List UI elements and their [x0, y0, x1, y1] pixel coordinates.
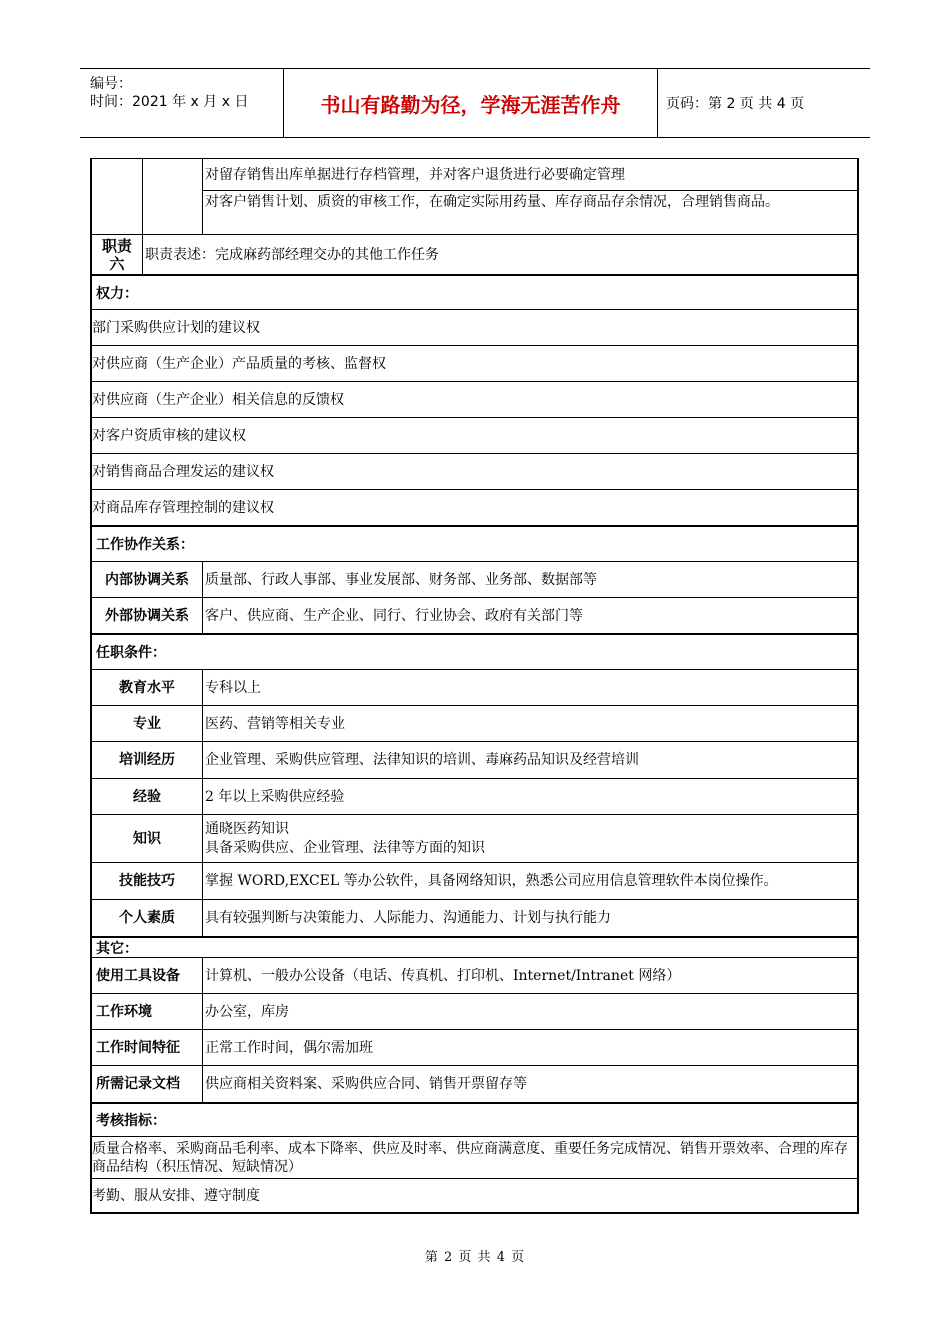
- powers-title-row: [92, 274, 857, 309]
- tools-label: 使用工具设备: [96, 967, 180, 984]
- knowledge-label: 知识: [133, 830, 161, 847]
- qualifications-title-row: [92, 633, 857, 669]
- table-row: [92, 669, 857, 705]
- header-page-info: 页码：第 2 页 共 4 页: [666, 96, 805, 112]
- duty6-text: 职责表述：完成麻药部经理交办的其他工作任务: [142, 235, 857, 274]
- internal-coordination-value: 质量部、行政人事部、事业发展部、财务部、业务部、数据部等: [202, 562, 857, 597]
- table-row: [92, 561, 857, 597]
- assessment-title: 考核指标：: [96, 1113, 166, 1129]
- header-motto: 书山有路勤为径，学海无涯苦作舟: [283, 69, 658, 137]
- list-item: [92, 489, 857, 525]
- others-title-row: [92, 936, 857, 957]
- table-row: [92, 778, 857, 814]
- duty-detail-cell: [202, 159, 857, 234]
- training-value: 企业管理、采购供应管理、法律知识的培训、毒麻药品知识及经营培训: [202, 742, 857, 778]
- work-time-value: 正常工作时间，偶尔需加班: [202, 1030, 857, 1065]
- powers-title: 权力：: [96, 285, 138, 302]
- training-label: 培训经历: [119, 752, 175, 768]
- knowledge-value: [202, 815, 857, 862]
- list-item: [92, 417, 857, 453]
- external-coordination-label: 外部协调关系: [105, 607, 189, 624]
- duty-detail-1: 对留存销售出库单据进行存档管理，并对客户退货进行必要确定管理: [203, 159, 857, 191]
- table-row: [92, 899, 857, 936]
- header-meta: [80, 69, 283, 137]
- experience-label: 经验: [133, 788, 161, 805]
- number-label: 编号：: [90, 76, 132, 92]
- others-title: 其它：: [96, 940, 138, 957]
- list-item: [92, 309, 857, 345]
- table-row: [92, 705, 857, 741]
- power-item: 对销售商品合理发运的建议权: [92, 463, 274, 480]
- table-row: [92, 862, 857, 899]
- duty-continuation-row: [92, 158, 857, 234]
- skills-label: 技能技巧: [119, 873, 175, 889]
- list-item: [92, 381, 857, 417]
- list-item: [92, 1178, 857, 1212]
- major-value: 医药、营销等相关专业: [202, 706, 857, 741]
- table-row: [92, 741, 857, 778]
- time-label: 时间：2021 年 x 月 x 日: [90, 94, 249, 110]
- empty-label-cell: [92, 159, 142, 234]
- personal-quality-value: 具有较强判断与决策能力、人际能力、沟通能力、计划与执行能力: [202, 900, 857, 936]
- experience-value: 2 年以上采购供应经验: [202, 779, 857, 814]
- work-time-label: 工作时间特征: [96, 1039, 180, 1056]
- cooperation-title: 工作协作关系：: [96, 537, 194, 553]
- power-item: 对供应商（生产企业）产品质量的考核、监督权: [92, 355, 386, 372]
- education-label: 教育水平: [119, 679, 175, 696]
- list-item: [92, 345, 857, 381]
- assessment-item: 考勤、服从安排、遵守制度: [92, 1187, 260, 1204]
- table-row: [92, 597, 857, 633]
- records-value: 供应商相关资料案、采购供应合同、销售开票留存等: [202, 1066, 857, 1102]
- job-description-table: [90, 158, 859, 1214]
- list-item: [92, 453, 857, 489]
- power-item: 对客户资质审核的建议权: [92, 427, 246, 444]
- education-value: 专科以上: [202, 670, 857, 705]
- qualifications-title: 任职条件：: [96, 645, 166, 661]
- document-header: [80, 68, 870, 138]
- list-item: [92, 1136, 857, 1178]
- skills-value: 掌握 WORD,EXCEL 等办公软件，具备网络知识，熟悉公司应用信息管理软件本岗位操作。: [202, 863, 857, 899]
- knowledge-line-1: 通晓医药知识: [205, 820, 289, 837]
- table-row: [92, 1029, 857, 1065]
- external-coordination-value: 客户、供应商、生产企业、同行、行业协会、政府有关部门等: [202, 598, 857, 633]
- empty-sub-cell: [142, 159, 202, 234]
- table-row: [92, 1065, 857, 1102]
- table-row: [92, 957, 857, 993]
- cooperation-title-row: [92, 525, 857, 561]
- tools-value: 计算机、一般办公设备（电话、传真机、打印机、Internet/Intranet 网络）: [202, 958, 857, 993]
- power-item: 部门采购供应计划的建议权: [92, 319, 260, 336]
- environment-value: 办公室，库房: [202, 994, 857, 1029]
- personal-quality-label: 个人素质: [119, 910, 175, 926]
- knowledge-line-2: 具备采购供应、企业管理、法律等方面的知识: [205, 839, 485, 856]
- duty6-label: 职责六: [101, 236, 132, 273]
- assessment-item: 质量合格率、采购商品毛利率、成本下降率、供应及时率、供应商满意度、重要任务完成情况、销售开票效率、合理的库存商品结构（积压情况、短缺情况）: [92, 1141, 848, 1175]
- page-footer: 第 2 页 共 4 页: [424, 1250, 526, 1265]
- major-label: 专业: [133, 715, 161, 732]
- assessment-title-row: [92, 1102, 857, 1136]
- power-item: 对供应商（生产企业）相关信息的反馈权: [92, 391, 344, 408]
- records-label: 所需记录文档: [96, 1076, 180, 1092]
- power-item: 对商品库存管理控制的建议权: [92, 499, 274, 516]
- internal-coordination-label: 内部协调关系: [105, 571, 189, 588]
- duty6-row: [92, 234, 857, 274]
- duty-detail-2: 对客户销售计划、质资的审核工作，在确定实际用药量、库存商品存余情况，合理销售商品。: [205, 194, 779, 210]
- environment-label: 工作环境: [96, 1003, 152, 1020]
- table-row: [92, 814, 857, 862]
- table-row: [92, 993, 857, 1029]
